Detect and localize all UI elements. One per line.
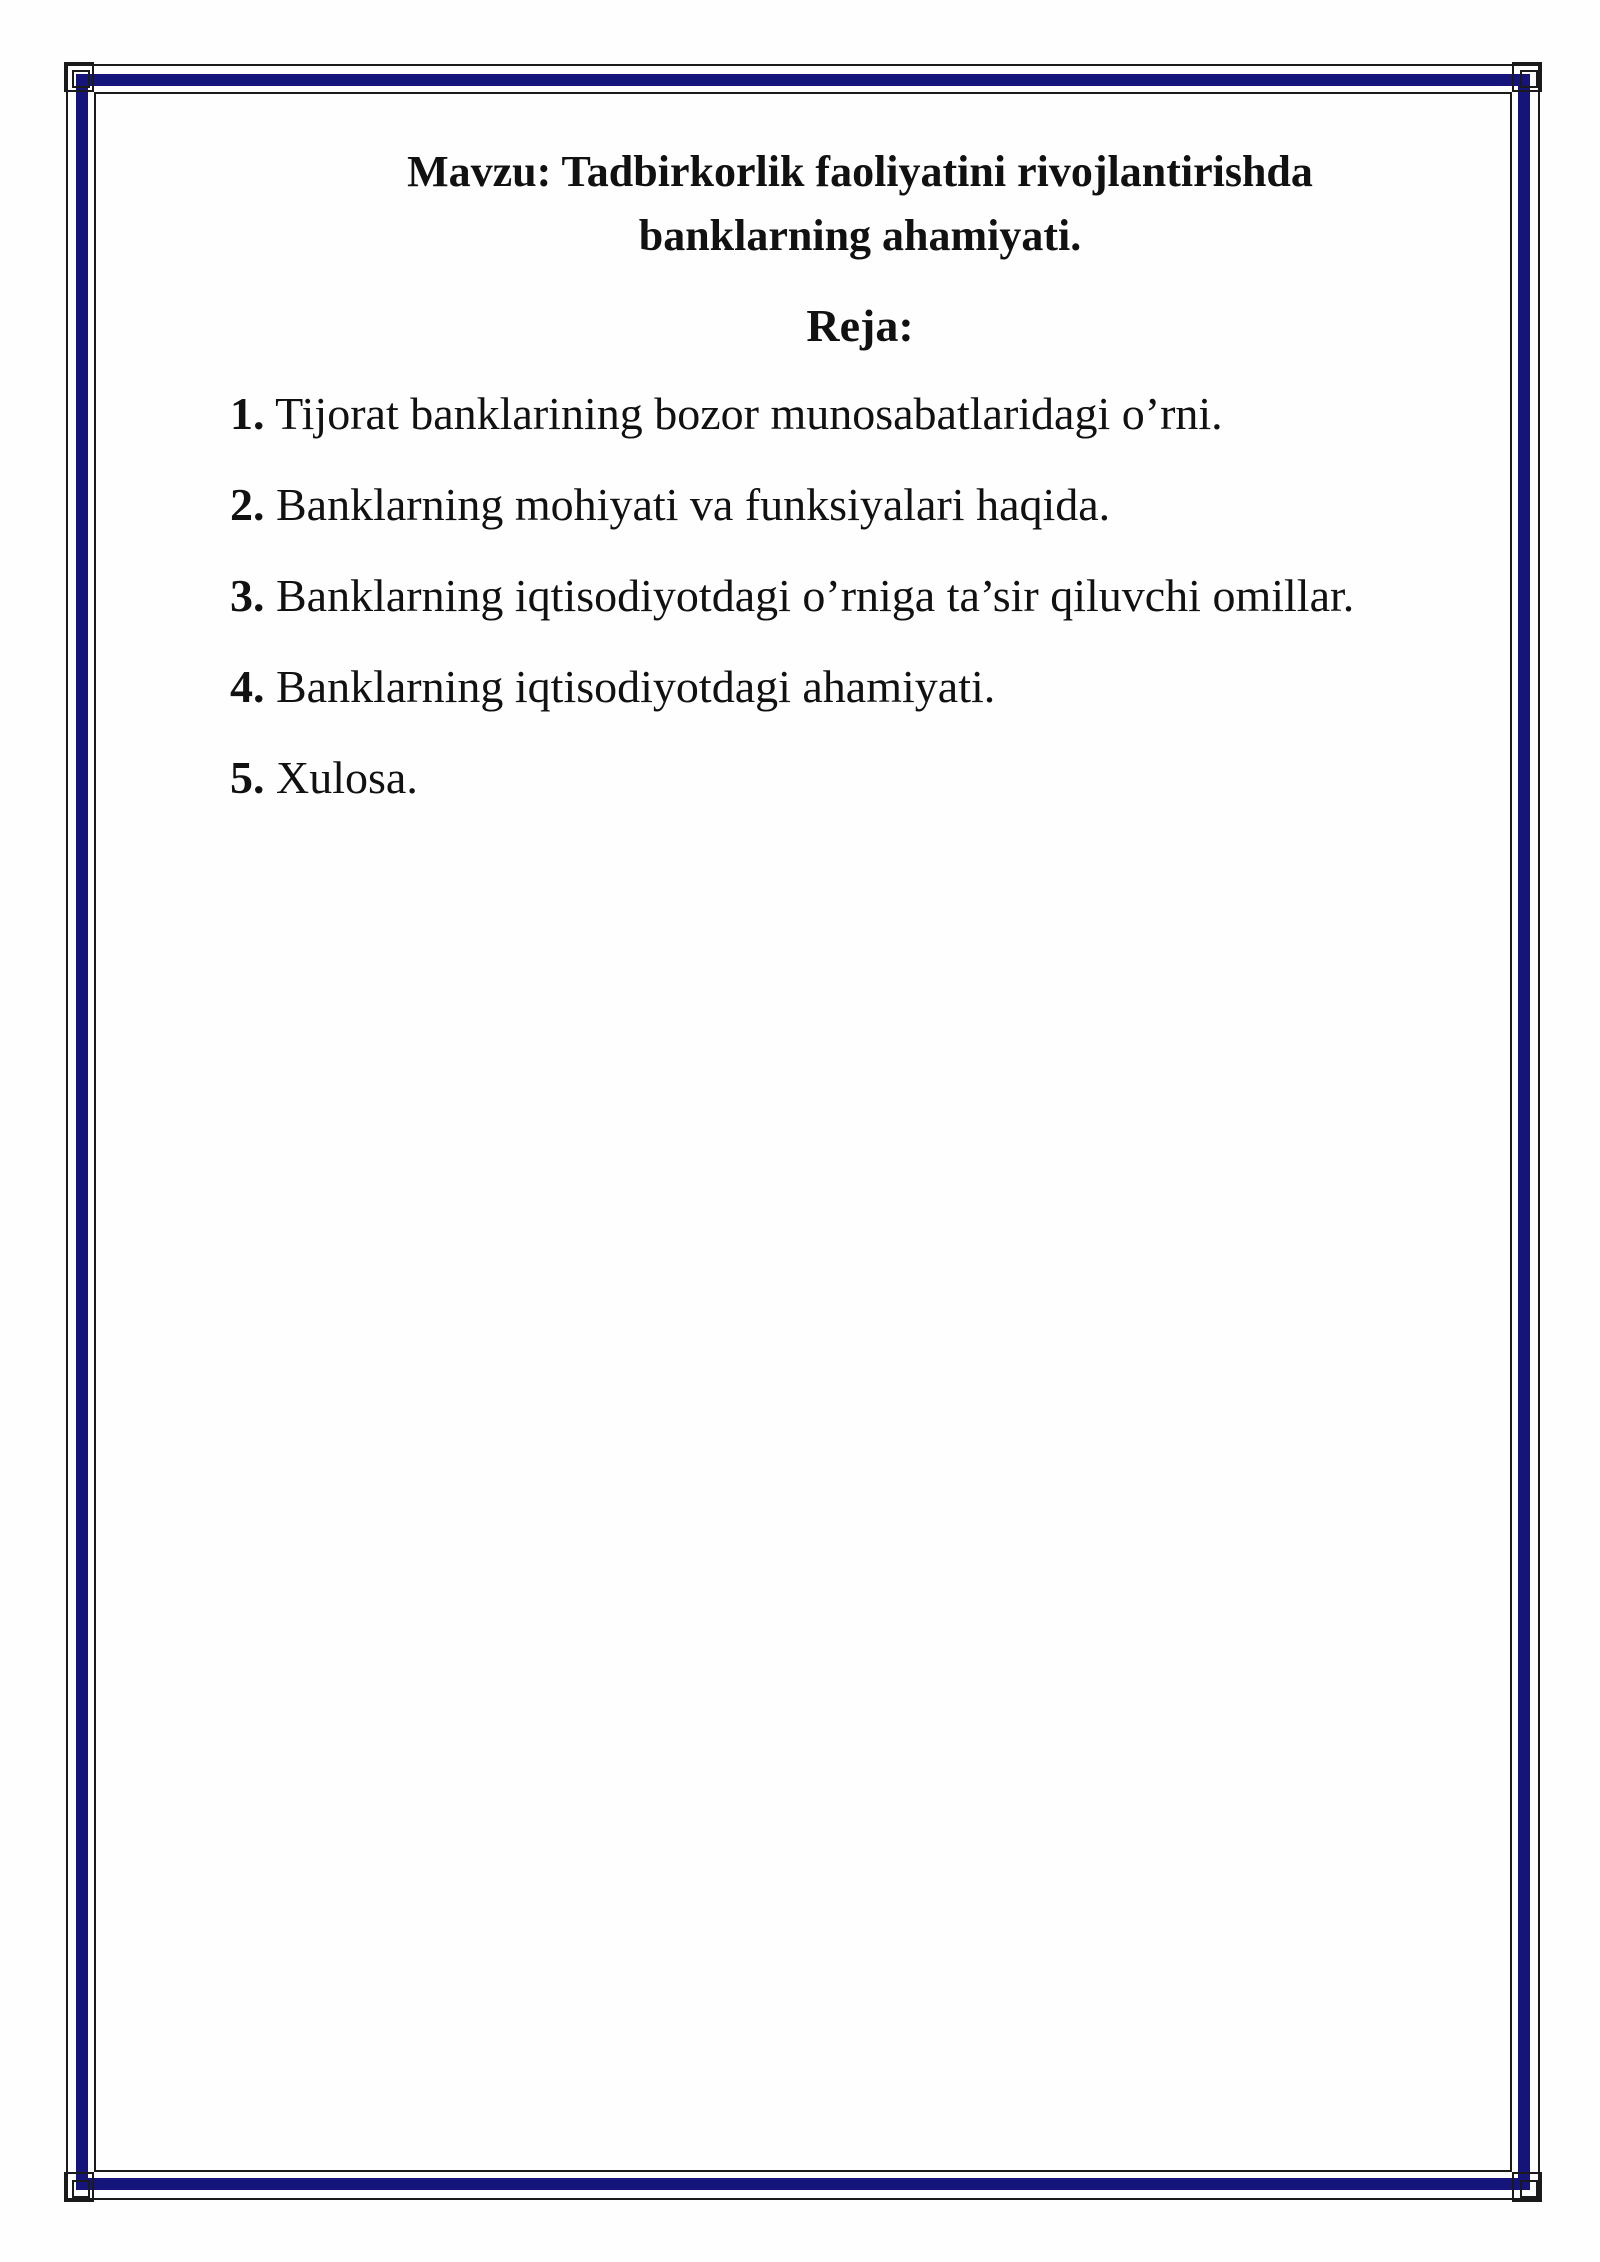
plan-item-text: Banklarning iqtisodiyotdagi ahamiyati. — [276, 661, 996, 712]
plan-item-5 — [230, 748, 1530, 839]
plan-item-number: 4. — [230, 661, 265, 712]
plan-heading: Reja: — [806, 300, 914, 351]
corner-ornament-bottom-right — [1512, 2172, 1542, 2202]
plan-item-text: Xulosa. — [276, 752, 418, 803]
plan-list — [230, 384, 1530, 839]
plan-item-number: 5. — [230, 752, 265, 803]
document-title — [300, 140, 1420, 268]
plan-item-text: Banklarning mohiyati va funksiyalari haqida. — [276, 479, 1111, 530]
plan-item-2 — [230, 475, 1530, 566]
plan-item-text: Banklarning iqtisodiyotdagi o’rniga ta’sir qiluvchi omillar. — [276, 570, 1355, 621]
corner-ornament-top-right — [1512, 62, 1542, 92]
plan-item-number: 1. — [230, 388, 265, 439]
title-line-2: banklarning ahamiyati. — [638, 211, 1082, 260]
plan-item-3 — [230, 566, 1530, 657]
corner-ornament-bottom-left — [64, 2172, 94, 2202]
plan-item-text: Tijorat banklarining bozor munosabatlaridagi o’rni. — [275, 388, 1223, 439]
plan-item-1 — [230, 384, 1530, 475]
plan-item-4 — [230, 657, 1530, 748]
plan-item-number: 3. — [230, 570, 265, 621]
plan-item-number: 2. — [230, 479, 265, 530]
corner-ornament-top-left — [64, 62, 94, 92]
title-line-1: Mavzu: Tadbirkorlik faoliyatini rivojlantirishda — [407, 147, 1313, 196]
